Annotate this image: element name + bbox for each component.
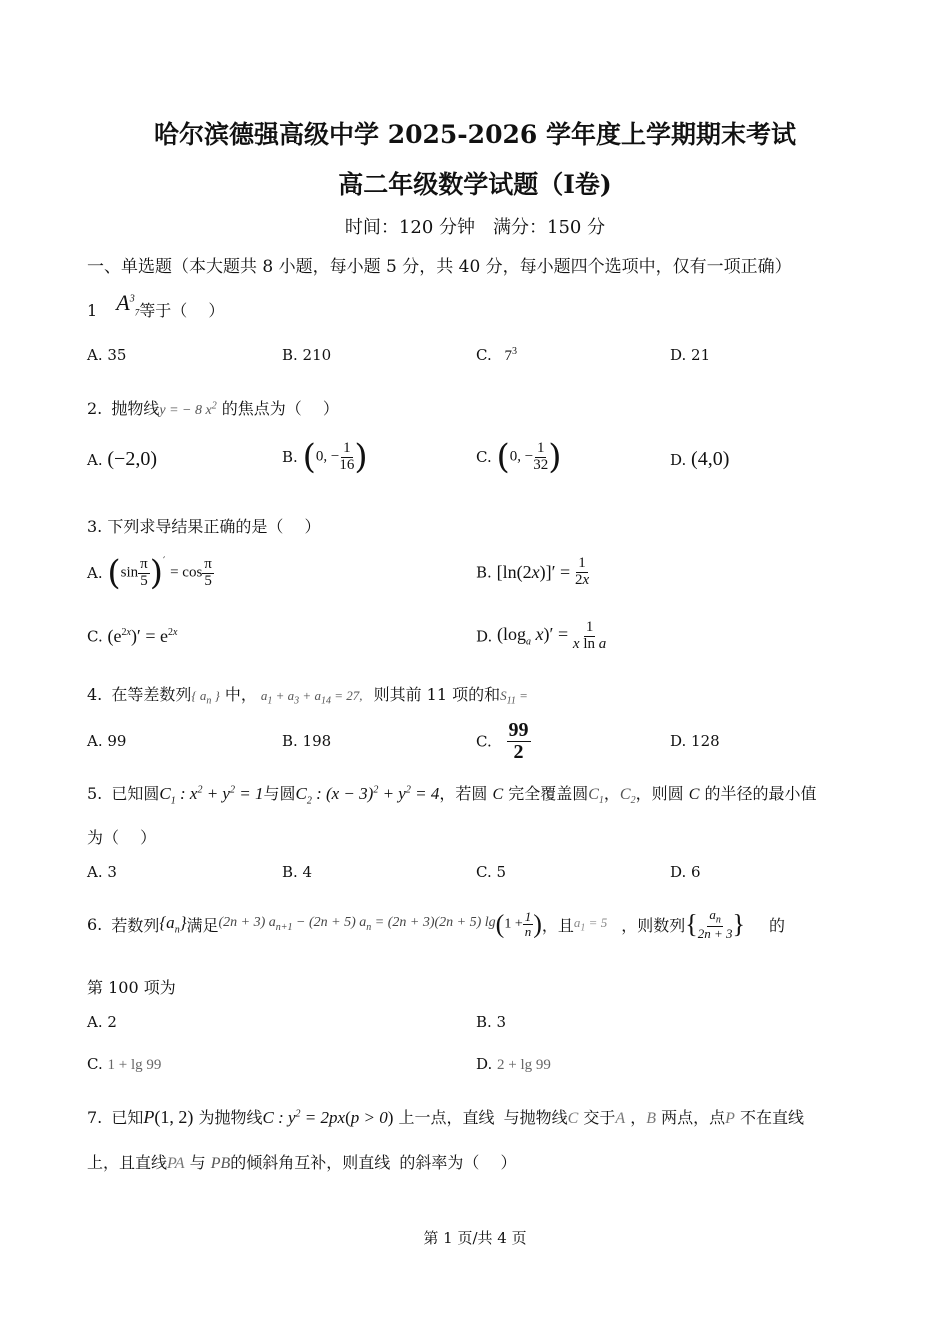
option-b: B. 198 xyxy=(282,732,332,750)
option-a: A. 35 xyxy=(87,346,127,364)
question-6: 6. 若数列$\{a_n\}$满足(2n + 3) $a_{n+1} - (2n + 5) a_n = (2n + 3)(2n + 5) \lg(1$ + $\frac{1}{n}$ )，且$a_1 = 5$ ，则数列{ $\frac{a_n}{2n + 3}$ } 的 xyxy=(87,907,785,942)
option-b: B. 4 xyxy=(282,863,313,881)
section-heading: 一、单选题（本大题共 8 小题，每小题 5 分，共 40 分，每小题四个选项中，仅有一项正确） xyxy=(87,257,792,277)
option-a: A. 99 xyxy=(87,732,127,750)
option-d: D. 128 xyxy=(670,732,720,750)
question-4: 4. 在等差数列{ $a_n$ } 中， $a_1 + a_3 + a_{14} = 27$, 则其前 11 项的和$S_{11}$ = xyxy=(87,685,528,707)
question-text: 等于（ ） xyxy=(139,301,225,320)
option-d: D. (4,0) xyxy=(670,448,730,470)
question-3: 3. 下列求导结果正确的是（ ） xyxy=(87,517,321,536)
option-a: A. (−2,0) xyxy=(87,448,157,470)
question-5-line-2: 为（ ） xyxy=(87,828,157,847)
question-1 xyxy=(87,290,225,323)
formula-parabola: y = − 8 $x^2$ xyxy=(159,400,217,418)
option-d: D. 21 xyxy=(670,346,711,364)
question-2: 2. 抛物线y = − 8 $x^2$ 的焦点为（ ） xyxy=(87,399,339,418)
question-7: 7. 已知P(1, 2) 为抛物线C : $y^2 = 2px(p > 0)$ 上一点，直线 与抛物线C 交于A ，B 两点，点P 不在直线 xyxy=(87,1107,805,1127)
exam-meta: 时间：120 分钟 满分：150 分 xyxy=(344,217,606,238)
option-c: C. 5 xyxy=(476,863,507,881)
question-5: 5. 已知圆$C_1$ : $x^2 + y^2 = 1$与圆$C_2$ : $(x - 3)^2 + y^2 = 4$，若圆 C 完全覆盖圆$C_1$，$C_2$，则圆 C 的半径的最小值 xyxy=(87,784,817,807)
formula-permutation: $A^3_7$ xyxy=(116,290,140,318)
option-b: B. (0, − $\frac{1}{16}$ ) xyxy=(282,437,368,477)
option-a: A. 3 xyxy=(87,863,117,881)
option-b: B. 3 xyxy=(476,1013,507,1031)
page-footer: 第 1 页/共 4 页 xyxy=(423,1229,527,1247)
option-d: D. 6 xyxy=(670,863,701,881)
option-c: C. 1 + lg 99 xyxy=(87,1055,162,1073)
option-c: C. $\frac{99}{2}$ xyxy=(476,719,529,763)
question-7-line-2: 上，且直线PA 与 PB的倾斜角互补，则直线 的斜率为（ ） xyxy=(87,1153,517,1172)
option-a: A. 2 xyxy=(87,1013,117,1031)
option-b: B. 210 xyxy=(282,346,332,364)
exam-title: 哈尔滨德强高级中学 2025-2026 学年度上学期期末考试 xyxy=(154,120,796,149)
question-number: 1 xyxy=(87,301,98,320)
option-c: C. (0, − $\frac{1}{32}$ ) xyxy=(476,437,562,477)
option-d: D. ($\log_a$ x)′ = $\frac{1}{\text{x ln a}}$ xyxy=(476,619,607,652)
option-c: C. $7^3$ xyxy=(476,346,517,364)
option-b: B. [ln(2x)]′ = $\frac{1}{2x}$ xyxy=(476,555,590,588)
option-c: C. $(e^{2x})' = e^{2x}$ xyxy=(87,626,178,646)
exam-subtitle: 高二年级数学试题（Ⅰ卷) xyxy=(338,170,612,199)
option-d: D. 2 + lg 99 xyxy=(476,1055,551,1073)
option-a: A. (sin $\frac{\pi}{5}$ )′ = cos $\frac{\pi}{5}$ xyxy=(87,553,212,593)
question-6-line-2: 第 100 项为 xyxy=(87,978,176,997)
